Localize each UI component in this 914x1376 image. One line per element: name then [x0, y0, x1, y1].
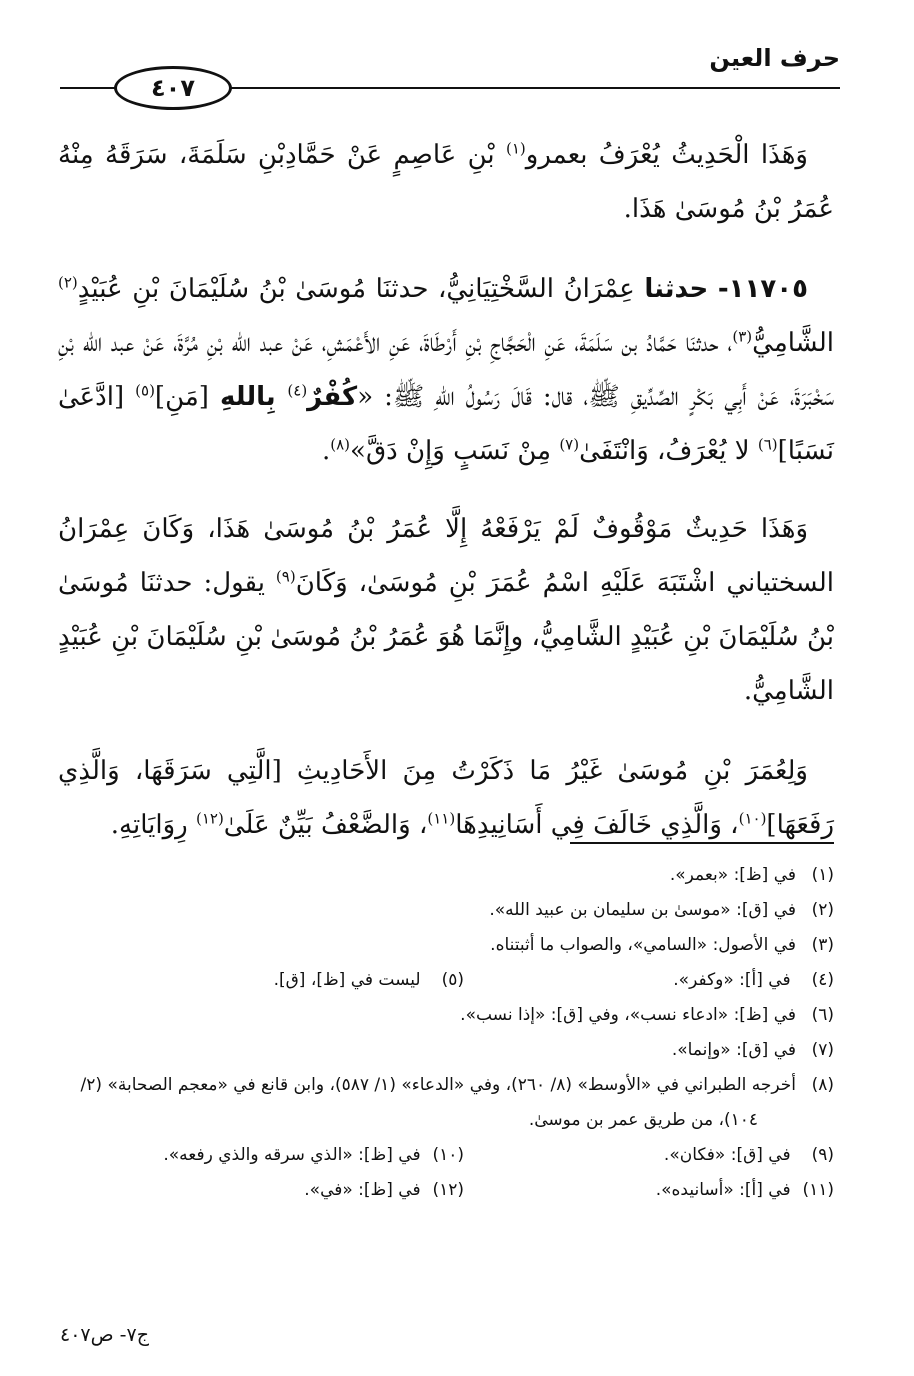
page-header	[60, 44, 840, 102]
kafara-word: كُفْرٌ	[307, 382, 358, 412]
footnote-4	[464, 963, 834, 998]
footnote-ref-2: (٢)	[58, 273, 78, 292]
footnote-text: في [ق]: «موسىٰ بن سليمان بن عبيد الله».	[489, 900, 796, 920]
footnote-11	[464, 1173, 834, 1208]
footnote-1	[58, 858, 834, 893]
paragraph-4	[58, 744, 834, 852]
footnote-ref-9: (٩)	[275, 567, 296, 586]
text-run: وَهَذَا حَدِيثٌ مَوْقُوفٌ لَمْ يَرْفَعْهُ إِلَّا عُمَرُ بْنُ مُوسَىٰ هَذَا، وَكَانَ عِمْرَانُ السختياني اشْتَبَهَ عَلَيْهِ اسْمُ عُمَرَ بْنِ مُوسَىٰ، وَكَانَ	[58, 514, 834, 598]
footnote-number: (١)	[811, 865, 834, 885]
footnote-number: (٤)	[811, 970, 834, 990]
footnote-5	[94, 963, 464, 998]
text-run: بْنِ عَاصِمٍ عَنْ حَمَّادِبْنِ سَلَمَةَ، سَرَقَهُ مِنْهُ عُمَرُ بْنُ مُوسَىٰ هَذَا.	[58, 140, 834, 224]
text-run: عِمْرَانُ السَّخْتِيَانِيُّ، حدثنَا مُوسَىٰ بْنُ سُلَيْمَانَ بْنِ عُبَيْدٍ	[77, 274, 645, 304]
page-number: ٤٠٧	[151, 74, 195, 102]
footnote-number: (٢)	[811, 900, 834, 920]
text-run: .	[321, 436, 331, 466]
footnote-10	[94, 1138, 464, 1173]
footnote-text: ليست في [ظ]، [ق].	[273, 970, 421, 990]
footnote-ref-1: (١)	[505, 139, 526, 158]
footnote-ref-4: (٤)	[287, 381, 308, 400]
footnote-ref-10: (١٠)	[738, 809, 767, 828]
footnote-number: (١٢)	[432, 1180, 464, 1200]
footnote-row-9-10	[58, 1138, 834, 1173]
footnote-number: (١٠)	[432, 1145, 464, 1165]
footnote-text: أخرجه الطبراني في «الأوسط» (٨/ ٢٦٠)، وفي «الدعاء» (١/ ٥٨٧)، وابن قانع في «معجم الصحابة» (٢/ ١٠٤)، من طريق عمر بن موسىٰ.	[80, 1075, 796, 1130]
footnote-text: في [ق]: «فكان».	[663, 1145, 791, 1165]
text-run: [ادَّعَىٰ نَسَبًا]	[58, 382, 834, 466]
footnote-number: (٦)	[811, 1005, 834, 1025]
main-text	[58, 128, 834, 878]
volume-page-reference: ج٧- ص٤٠٧	[60, 1324, 149, 1346]
footnote-divider	[570, 842, 834, 844]
hadith-number: ١١٧٠٥-	[717, 274, 809, 304]
footnote-number: (٣)	[811, 935, 834, 955]
footnote-7	[58, 1033, 834, 1068]
billah-word: بِاللهِ	[219, 382, 288, 412]
footnote-ref-6: (٦)	[757, 435, 778, 454]
text-run: مِنْ نَسَبٍ وَإِنْ دَقَّ»	[350, 436, 560, 466]
footnote-9	[464, 1138, 834, 1173]
text-run: ، وَالضَّعْفُ بَيِّنٌ عَلَىٰ	[223, 810, 428, 840]
footnote-3	[58, 928, 834, 963]
footnote-number: (٩)	[811, 1145, 834, 1165]
footnote-ref-11: (١١)	[427, 809, 456, 828]
footnote-2	[58, 893, 834, 928]
footnote-number: (٨)	[811, 1075, 834, 1095]
paragraph-1	[58, 128, 834, 236]
page-number-badge	[114, 66, 232, 110]
footnote-ref-8: (٨)	[330, 435, 351, 454]
text-run: [مَنِ]	[154, 382, 220, 412]
footnote-text: في [ظ]: «بعمر».	[669, 865, 796, 885]
text-run: يقول: حدثنَا مُوسَىٰ بْنُ سُلَيْمَانَ بْنِ عُبَيْدٍ الشَّامِيُّ، وإِنَّمَا هُوَ عُمَرُ بْنُ مُوسَىٰ بْنِ سُلَيْمَانَ بْنِ عُبَيْدٍ الشَّامِيُّ.	[58, 568, 834, 706]
text-run: وَهَذَا الْحَدِيثُ يُعْرَفُ بعمرو	[525, 140, 808, 170]
footnote-text: في [ظ]: «في».	[304, 1180, 421, 1200]
footnote-row-4-5	[58, 963, 834, 998]
footnotes	[58, 858, 834, 1208]
text-run: وَلِعُمَرَ بْنِ مُوسَىٰ غَيْرُ مَا ذَكَرْتُ مِنَ الأَحَادِيثِ [الَّتِي سَرَقَهَا، وَالَّذِي رَفَعَهَا]	[58, 756, 834, 840]
paragraph-2	[58, 262, 834, 478]
footnote-6	[58, 998, 834, 1033]
footnote-text: في [أ]: «وكفر».	[673, 970, 791, 990]
text-run: ، حدثنَا حَمَّادُ بن سَلَمَةَ، عَنِ الْحَجَّاجِ بْنِ أَرْطَاةَ، عَنِ الأَعْمَشِ، عَنْ عبد الله بْنِ مُرَّةَ، عَنْ عبد الله بْنِ سَخْبَرَةَ، عَنْ أَبِي بَكْرٍ الصِّدِّيقِ ﷺ، قال: قَالَ رَسُولُ اللهِ ﷺ: «	[58, 328, 834, 412]
footnote-text: في الأصول: «السامي»، والصواب ما أثبتناه.	[490, 935, 796, 955]
footnote-number: (٥)	[441, 970, 464, 990]
chapter-title: حرف العين	[709, 44, 840, 72]
text-run: لا يُعْرَفُ، وَانْتَفَىٰ	[579, 436, 758, 466]
footnote-12	[94, 1173, 464, 1208]
footnote-ref-7: (٧)	[559, 435, 580, 454]
footnote-text: في [ظ]: «ادعاء نسب»، وفي [ق]: «إذا نسب».	[460, 1005, 796, 1025]
keyword-haddathana: حدثنا	[644, 274, 709, 304]
footnote-text: في [أ]: «أسانيده».	[655, 1180, 791, 1200]
text-run: الشَّامِيُّ	[752, 328, 835, 358]
footnote-row-11-12	[58, 1173, 834, 1208]
footnote-8	[58, 1068, 834, 1138]
footnote-number: (٧)	[811, 1040, 834, 1060]
footnote-text: في [ظ]: «الذي سرقه والذي رفعه».	[163, 1145, 421, 1165]
footnote-number: (١١)	[802, 1180, 834, 1200]
footnote-ref-12: (١٢)	[195, 809, 224, 828]
text-run: رِوَايَاتِهِ.	[110, 810, 196, 840]
footnote-ref-3: (٣)	[732, 327, 753, 346]
text-run: ، وَالَّذِي خَالَفَ فِي أَسَانِيدِهَا	[455, 810, 739, 840]
paragraph-3	[58, 502, 834, 718]
footnote-ref-5: (٥)	[135, 381, 155, 400]
footnote-text: في [ق]: «وإنما».	[671, 1040, 796, 1060]
